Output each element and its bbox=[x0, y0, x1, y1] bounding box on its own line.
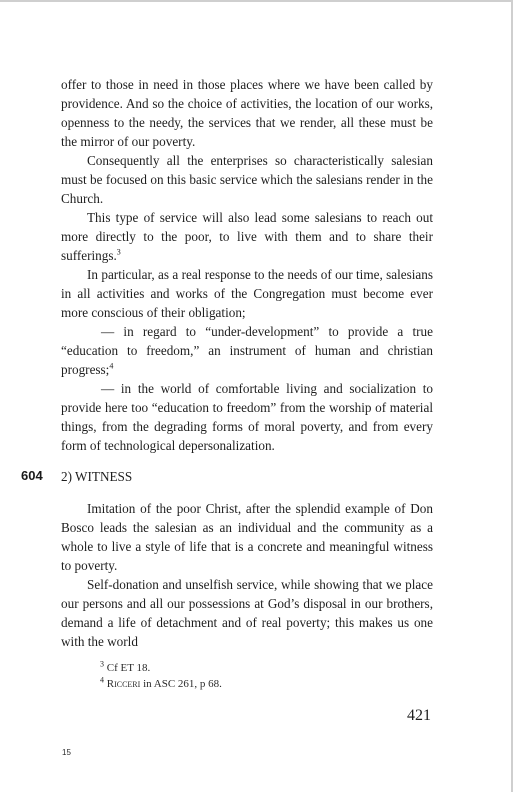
footnote-text: in ASC 261, p 68. bbox=[140, 678, 222, 690]
footnote-3 bbox=[100, 660, 400, 676]
footnote-author: Ricceri bbox=[106, 678, 141, 690]
paragraph-3-text: This type of service will also lead some salesians to reach out more directly to the poor, to live with them and to share their sufferings. bbox=[61, 210, 433, 263]
paragraph-4: In particular, as a real response to the needs of our time, salesians in all activities and works of the Congregation must become ever more conscious of their obligation; bbox=[61, 267, 433, 320]
paragraph-7: Imitation of the poor Christ, after the splendid example of Don Bosco leads the salesian as an individual and the community as a whole to live a style of life that is a concrete and meaningful witness to poverty. bbox=[61, 501, 433, 573]
paragraph-5-dash-item bbox=[61, 322, 433, 379]
footnote-text: Cf ET 18. bbox=[106, 662, 151, 674]
footnote-marker: 3 bbox=[100, 659, 104, 669]
margin-number: 604 bbox=[21, 468, 43, 483]
paragraph-1: offer to those in need in those places where we have been called by providence. And so the choice of activities, the location of our works, openness to the needy, the services that we render, all these must be the mirror of our poverty. bbox=[61, 77, 433, 149]
section-heading bbox=[21, 467, 433, 487]
paragraph-8: Self-donation and unselfish service, while showing that we place our persons and all our possessions at God’s disposal in our brothers, demand a life of detachment and of real poverty; this makes us one with the world bbox=[61, 577, 433, 649]
page-number: 421 bbox=[407, 707, 431, 724]
footnote-4 bbox=[100, 676, 400, 692]
body-text bbox=[21, 75, 433, 651]
footnotes bbox=[100, 660, 400, 692]
paragraph-2: Consequently all the enterprises so characteristically salesian must be focused on this basic service which the salesians render in the Church. bbox=[61, 153, 433, 206]
footnote-ref-4: 4 bbox=[109, 361, 114, 371]
footnote-ref-3: 3 bbox=[116, 247, 121, 257]
paragraph-3 bbox=[61, 208, 433, 265]
section-title: 2) WITNESS bbox=[61, 469, 133, 484]
signature-mark: 15 bbox=[62, 748, 71, 757]
paragraph-5-text: — in regard to “under-development” to provide a true “education to freedom,” an instrument of human and christian progress; bbox=[61, 324, 433, 377]
footnote-marker: 4 bbox=[100, 675, 104, 685]
paragraph-6-dash-item: — in the world of comfortable living and socialization to provide here too “education to freedom” from the worship of material things, from the degrading forms of moral poverty, and from every form of technological depersonalization. bbox=[61, 381, 433, 453]
